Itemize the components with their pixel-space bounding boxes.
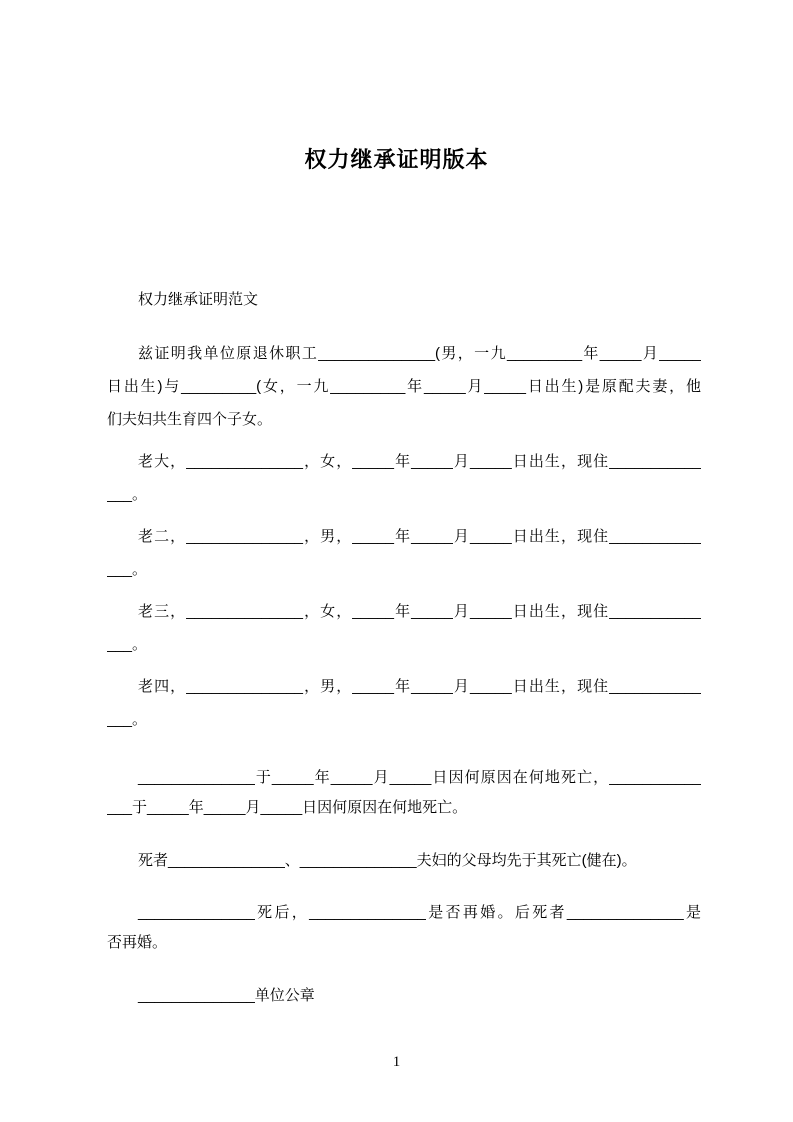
paragraph-line: 老二，______________，男，_____年_____月_____日出生，现住___________: [138, 528, 701, 545]
paragraph-line: ___。: [107, 711, 148, 728]
body-paragraph: [107, 342, 701, 441]
body-paragraph: [107, 600, 701, 666]
paragraph-line: ______________于_____年_____月_____日因何原因在何地死亡，___________: [138, 769, 701, 786]
paragraph-line: 否再婚。: [107, 934, 168, 951]
paragraph-line: 死者______________、______________夫妇的父母均先于其死亡(健在)。: [138, 852, 637, 869]
body-paragraph: [107, 525, 701, 591]
paragraph-line: 兹证明我单位原退休职工______________(男，一九_________年_____月_____: [138, 345, 701, 362]
paragraph-line: 老大，______________，女，_____年_____月_____日出生，现住___________: [138, 453, 701, 470]
paragraph-line: 老三，______________，女，_____年_____月_____日出生，现住___________: [138, 603, 701, 620]
page-number: 1: [392, 1054, 401, 1070]
paragraph-line: 老四，______________，男，_____年_____月_____日出生，现住___________: [138, 678, 701, 695]
body-paragraph: [107, 450, 701, 516]
subtitle-paragraph: [107, 288, 701, 321]
paragraph-line: ______________单位公章: [138, 987, 315, 1004]
body-paragraph: [107, 984, 701, 1014]
paragraph-line: 们夫妇共生育四个子女。: [107, 411, 273, 428]
document-title: 权力继承证明版本: [304, 147, 489, 172]
paragraph-line: ___。: [107, 636, 148, 653]
paragraph-line: 日出生)与_________(女，一九_________年_____月_____日出生)是原配夫妻，他: [107, 378, 701, 395]
body-paragraph: [107, 849, 701, 879]
body-paragraph: [107, 901, 701, 961]
paragraph-line: ___于_____年_____月_____日因何原因在何地死亡。: [107, 799, 468, 816]
paragraph-line: ___。: [107, 486, 148, 503]
subtitle: 权力继承证明范文: [138, 291, 259, 308]
paragraph-line: ______________死后，______________是否再婚。后死者______________是: [138, 904, 701, 921]
paragraph-line: ___。: [107, 561, 148, 578]
body-paragraph: [107, 766, 701, 826]
body-paragraph: [107, 675, 701, 741]
